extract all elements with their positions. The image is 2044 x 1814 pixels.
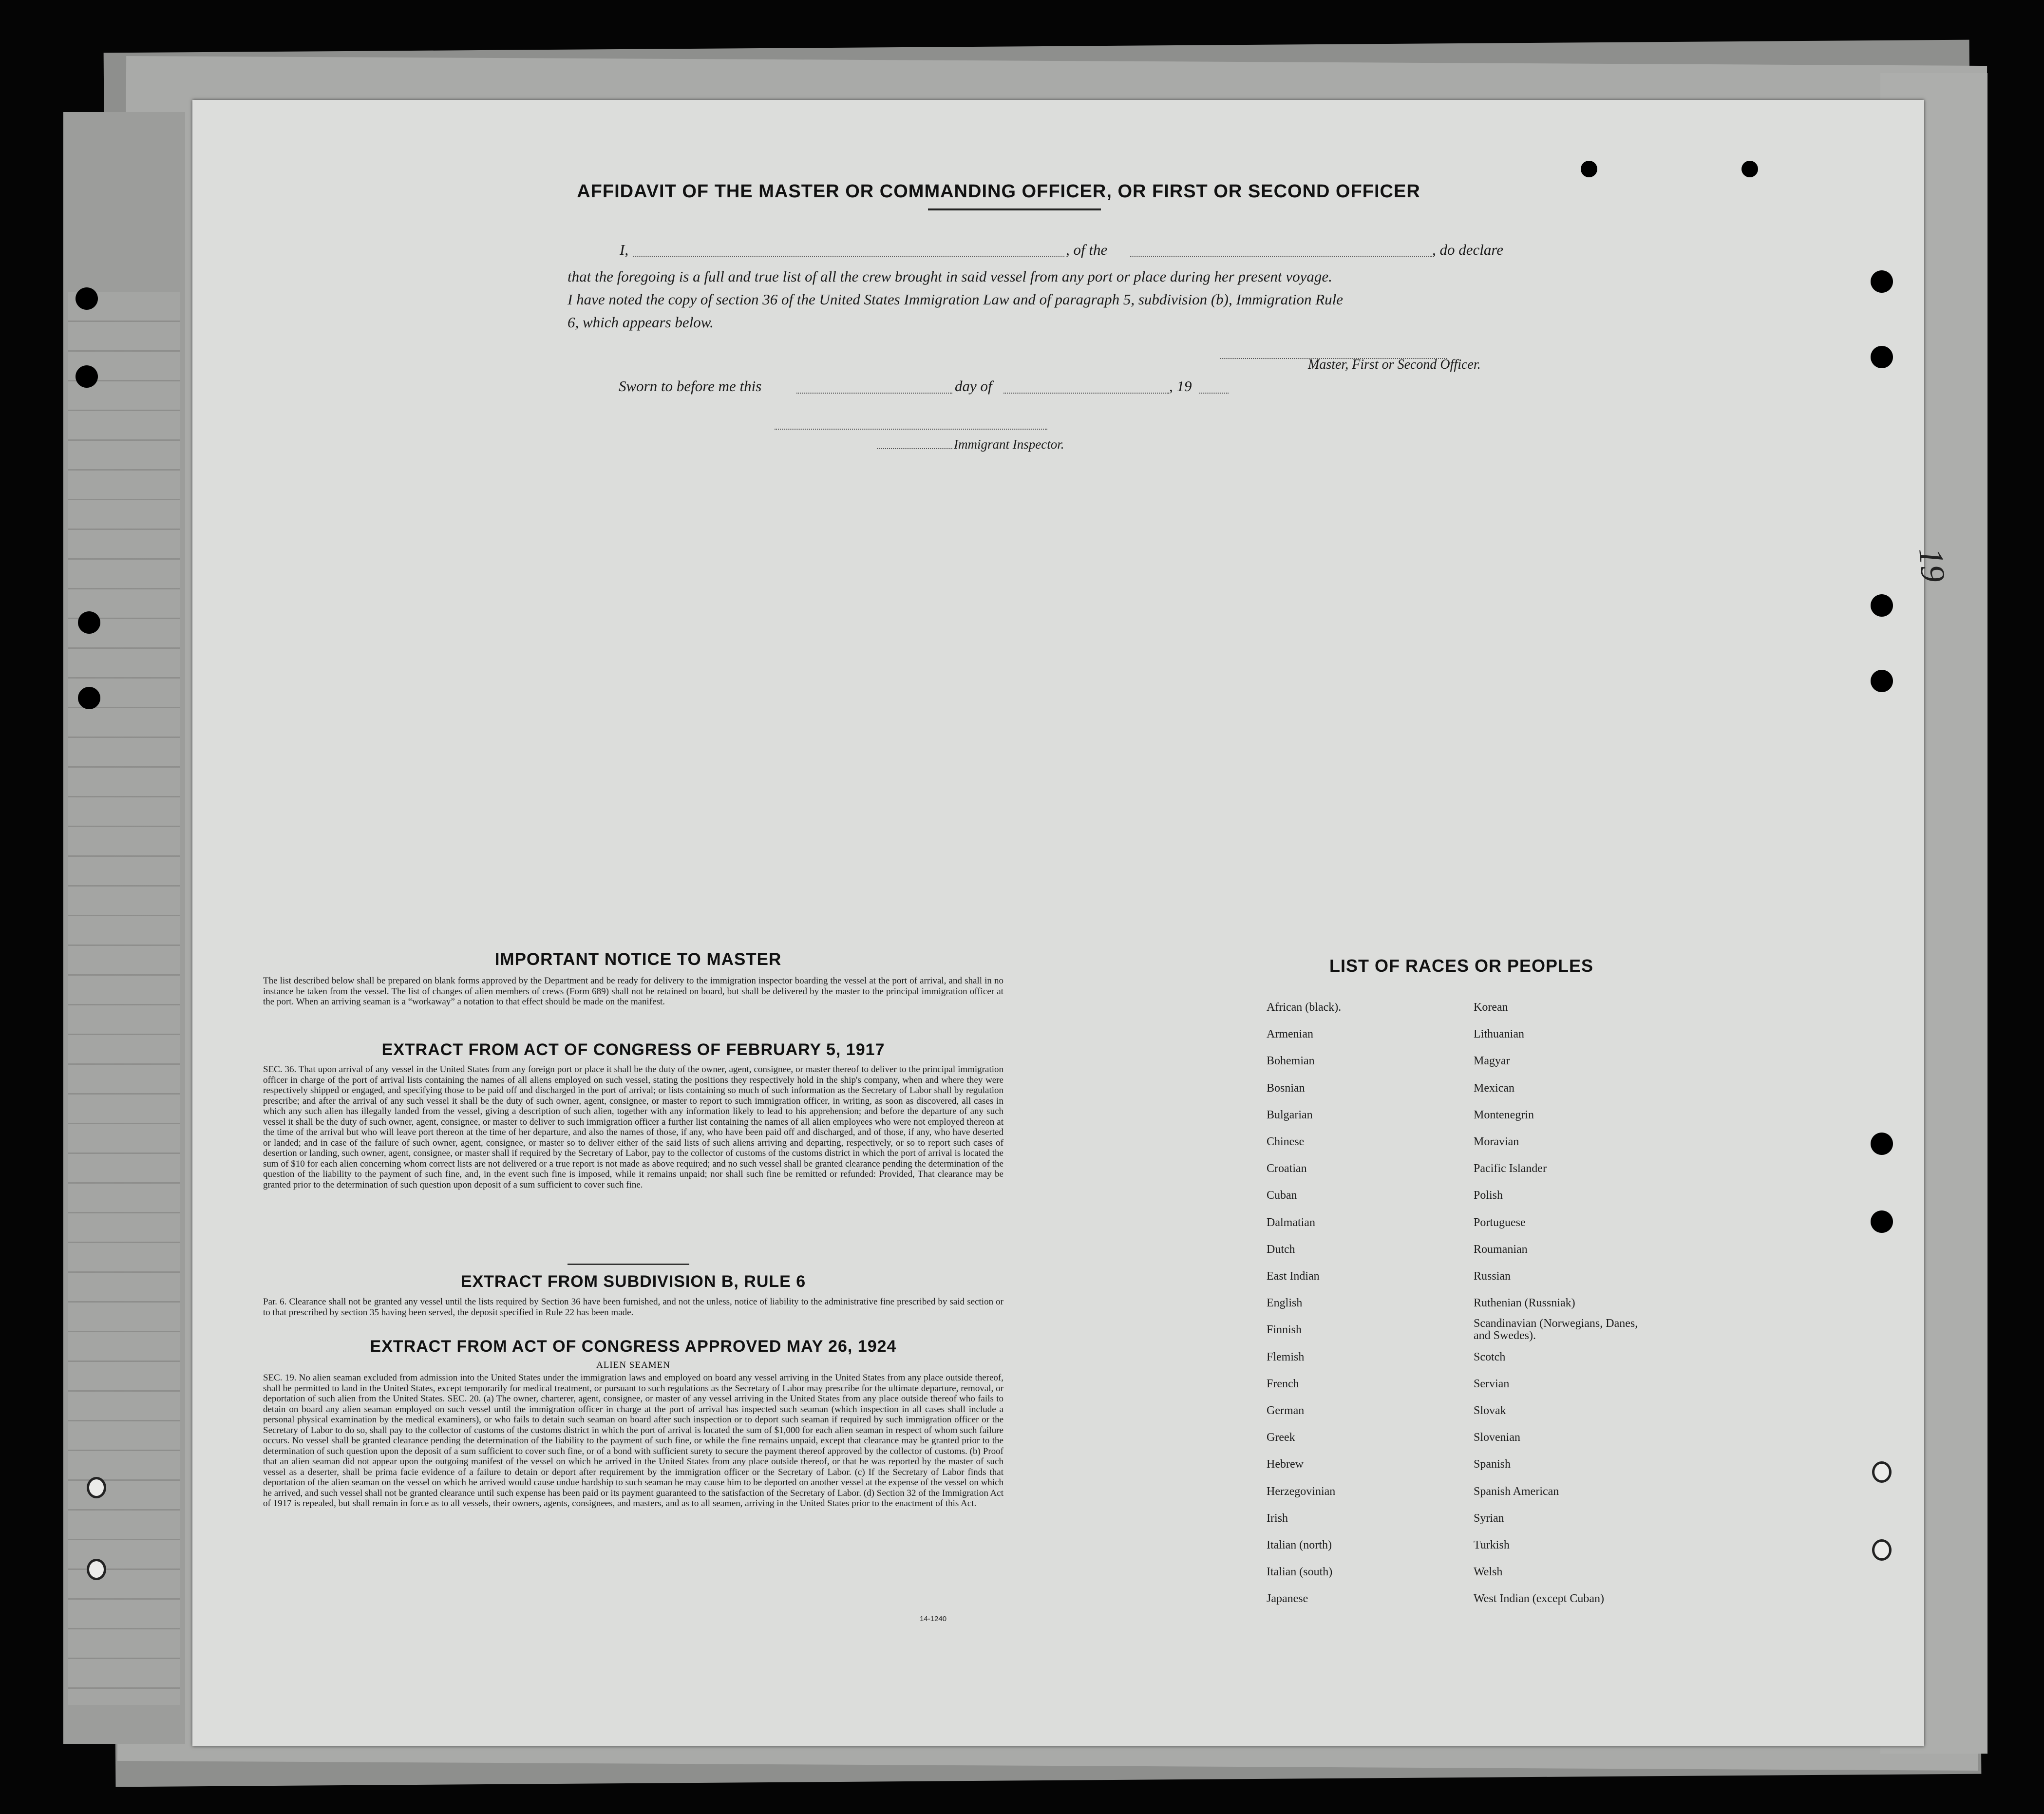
binder-hole <box>78 687 100 709</box>
binder-hole <box>76 365 98 388</box>
page-tab-mark <box>1741 161 1758 177</box>
race-item-left: Armenian <box>1267 1028 1313 1041</box>
binder-hole <box>87 1559 106 1580</box>
race-item-left: Hebrew <box>1267 1458 1304 1471</box>
binder-hole <box>78 611 100 634</box>
race-item-right: Spanish <box>1474 1458 1511 1471</box>
race-item-left: Cuban <box>1267 1189 1297 1202</box>
sworn-day-line <box>796 393 952 394</box>
race-item-left: Chinese <box>1267 1135 1305 1148</box>
race-item-left: Croatian <box>1267 1162 1307 1175</box>
race-item-right: West Indian (except Cuban) <box>1474 1592 1604 1606</box>
race-item-left: Finnish <box>1267 1323 1302 1337</box>
day-of-label: day of <box>955 378 992 395</box>
binder-hole <box>1871 1210 1893 1233</box>
race-item-right: Korean <box>1474 1001 1508 1014</box>
race-item-right: Scandinavian (Norwegians, Danes, and Swedes). <box>1474 1317 1638 1342</box>
race-item-left: French <box>1267 1377 1299 1390</box>
binder-hole <box>1871 670 1893 692</box>
binder-hole <box>1872 1461 1892 1483</box>
affidavit-line-4: 6, which appears below. <box>568 314 714 331</box>
sworn-label: Sworn to before me this <box>619 378 762 395</box>
binder-hole <box>76 287 98 310</box>
act-1917-title: EXTRACT FROM ACT OF CONGRESS OF FEBRUARY 5, 1917 <box>381 1040 885 1059</box>
inspector-signature-line-2 <box>877 448 952 449</box>
act-1924-title: EXTRACT FROM ACT OF CONGRESS APPROVED MAY 26, 1924 <box>370 1337 897 1356</box>
declarant-prefix: I, <box>620 241 629 258</box>
affidavit-line-2: that the foregoing is a full and true list of all the crew brought in said vessel from any port or place during her present voyage. <box>568 268 1332 285</box>
act-1924-subtitle: ALIEN SEAMEN <box>596 1360 670 1370</box>
binder-hole <box>1872 1539 1892 1561</box>
race-item-left: Italian (south) <box>1267 1566 1333 1579</box>
race-item-right: Ruthenian (Russniak) <box>1474 1297 1575 1310</box>
race-item-right: Moravian <box>1474 1135 1519 1148</box>
race-item-right: Welsh <box>1474 1566 1503 1579</box>
binder-hole <box>87 1477 106 1498</box>
race-item-left: African (black). <box>1267 1001 1342 1014</box>
form-number: 14-1240 <box>920 1615 947 1623</box>
do-declare-label: , do declare <box>1432 241 1504 258</box>
race-item-right: Polish <box>1474 1189 1503 1202</box>
race-item-left: Bohemian <box>1267 1055 1315 1068</box>
section-divider <box>568 1264 689 1265</box>
binder-hole <box>1871 270 1893 293</box>
affidavit-title: AFFIDAVIT OF THE MASTER OR COMMANDING OFFICER, OR FIRST OR SECOND OFFICER <box>577 181 1420 202</box>
race-item-right: Servian <box>1474 1377 1510 1390</box>
race-item-right: Pacific Islander <box>1474 1162 1547 1175</box>
race-item-right: Roumanian <box>1474 1243 1528 1256</box>
race-item-right: Slovak <box>1474 1404 1506 1417</box>
notice-body: The list described below shall be prepared on blank forms approved by the Department and be ready for delivery to the immigration inspector boarding the vessel at the port of arrival, and shall in no instance be taken from the vessel. The list of changes of alien members of crews (Form 689) shall not be retained on board, but shall be delivered by the master to the principal immigration officer at the port. When an arriving seaman is a “workaway” a notation to that effect should be made on the manifest. <box>263 976 1003 1007</box>
ruled-page-edge <box>68 292 180 1705</box>
sworn-month-line <box>1003 393 1169 394</box>
race-item-left: Italian (north) <box>1267 1539 1332 1551</box>
race-item-right: Russian <box>1474 1270 1511 1283</box>
inspector-label: Immigrant Inspector. <box>954 437 1064 452</box>
title-divider <box>928 208 1101 210</box>
race-item-left: English <box>1267 1297 1303 1310</box>
race-item-right: Magyar <box>1474 1055 1510 1068</box>
notice-title: IMPORTANT NOTICE TO MASTER <box>494 950 782 969</box>
race-item-left: Bulgarian <box>1267 1108 1313 1121</box>
inspector-signature-line <box>775 429 1047 430</box>
race-item-right: Slovenian <box>1474 1431 1520 1444</box>
vessel-name-line <box>1130 256 1432 257</box>
race-item-left: Bosnian <box>1267 1081 1305 1095</box>
race-item-left: German <box>1267 1404 1305 1417</box>
race-item-left: East Indian <box>1267 1270 1320 1283</box>
race-item-left: Irish <box>1267 1512 1288 1525</box>
sworn-year-line <box>1199 393 1229 394</box>
races-title: LIST OF RACES OR PEOPLES <box>1329 956 1594 976</box>
race-item-left: Flemish <box>1267 1350 1305 1363</box>
signature-label: Master, First or Second Officer. <box>1308 357 1481 372</box>
race-item-right: Montenegrin <box>1474 1108 1534 1121</box>
page-tab-mark <box>1581 161 1597 177</box>
rule-6-title: EXTRACT FROM SUBDIVISION B, RULE 6 <box>460 1272 806 1291</box>
race-item-left: Dutch <box>1267 1243 1295 1256</box>
race-item-left: Herzegovinian <box>1267 1485 1336 1498</box>
rule-6-body: Par. 6. Clearance shall not be granted any vessel until the lists required by Section 36 have been furnished, and not the unless, notice of liability to the administrative fine prescribed by said section or to that prescribed by section 35 having been served, the deposit specified in Rule 22 has been made. <box>263 1297 1003 1318</box>
binder-hole <box>1871 1133 1893 1155</box>
race-item-right: Lithuanian <box>1474 1028 1524 1041</box>
race-item-right: Portuguese <box>1474 1216 1526 1229</box>
race-item-right: Turkish <box>1474 1539 1510 1551</box>
year-label: , 19 <box>1169 378 1192 395</box>
act-1924-body: SEC. 19. No alien seaman excluded from admission into the United States under the immigration laws and employed on board any vessel arriving in the United States from any place outside thereof, shall be permitted to land in the United States, except temporarily for medical treatment, or pursuant to such regulations as the Secretary of Labor may prescribe for the ultimate departure, removal, or deportation of such alien from the United States. SEC. 20. (a) The owner, charterer, agent, consignee, or master of any vessel arriving in the United States from any place outside thereof who fails to detain on board any alien seaman employed on such vessel until the immigration officer in charge at the port of arrival has inspected such seaman (which inspection in all cases shall include a personal physical examination by the medical examiners), or who fails to detain such seaman on board after such inspection or to deport such seaman if required by such immigration officer or the Secretary of Labor to do so, shall pay to the collector of customs of the customs district in which the port of arrival is located the sum of $1,000 for each alien seaman in respect of whom such failure occurs. No vessel shall be granted clearance pending the determination of the liability to the payment of such fine, or while the fine remains unpaid, except that clearance may be granted prior to the determination of such question upon the deposit of a sum sufficient to cover such fine, or of a bond with sufficient surety to secure the payment thereof approved by the collector of customs. (b) Proof that an alien seaman did not appear upon the outgoing manifest of the vessel on which he arrived in the United States from any place outside thereof, or that he was reported by the master of such vessel as a deserter, shall be prima facie evidence of a failure to detain or deport after requirement by the immigration officer or the Secretary of Labor. (c) If the Secretary of Labor finds that deportation of the alien seaman on the vessel on which he arrived would cause undue hardship to such seaman he may cause him to be deported on another vessel at the expense of the vessel on which he arrived, and such vessel shall not be granted clearance until such expense has been paid or its payment guaranteed to the satisfaction of the Secretary of Labor. (d) Section 32 of the Immigration Act of 1917 is repealed, but shall remain in force as to all vessels, their owners, agents, consignees, and masters, and as to all seamen, arriving in the United States prior to the enactment of this Act. <box>263 1373 1003 1509</box>
declarant-name-line <box>633 256 1064 257</box>
act-1917-body: SEC. 36. That upon arrival of any vessel in the United States from any foreign port or place it shall be the duty of the owner, agent, consignee, or master thereof to deliver to the principal immigration officer in charge of the port of arrival lists containing the names of all aliens employed on such vessel, stating the positions they respectively hold in the ship's company, when and where they were respectively shipped or engaged, and specifying those to be paid off and discharged in the port of arrival; or lists containing so much of such information as the Secretary of Labor shall by regulation prescribe; and after the arrival of any such vessel it shall be the duty of such owner, agent, consignee, or master to report to such immigration officer, in writing, as soon as discovered, all cases in which any such alien has illegally landed from the vessel, giving a description of such alien, together with any information likely to lead to his apprehension; and before the departure of any such vessel it shall be the duty of such owner, agent, consignee, or master to deliver to such immigration officer a further list containing the names of all alien employees who were not employed thereon at the time of the arrival but who will leave port thereon at the time of her departure, and also the names of those, if any, who have been paid off and discharged, and of those, if any, who have deserted or landed; and in case of the failure of such owner, agent, consignee, or master so to deliver either of the said lists of such aliens arriving and departing, respectively, or so to report such cases of desertion or landing, such owner, agent, consignee, or master shall if required by the Secretary of Labor, pay to the collector of customs of the customs district in which the port of arrival is located the sum of $10 for each alien concerning whom correct lists are not delivered or a true report is not made as above required; and no such vessel shall be granted clearance pending the determination of the question of the liability to the payment of such fine, and, in the event such fine is imposed, while it remains unpaid; nor shall such fine be remitted or refunded: Provided, That clearance may be granted prior to the determination of such question upon deposit of a sum sufficient to cover such fine. <box>263 1064 1003 1190</box>
binder-hole <box>1871 346 1893 368</box>
margin-annotation: 19 <box>1912 546 1952 584</box>
of-the-label: , of the <box>1066 241 1108 258</box>
binder-hole <box>1871 594 1893 617</box>
race-item-left: Dalmatian <box>1267 1216 1315 1229</box>
race-item-right: Scotch <box>1474 1350 1506 1363</box>
race-item-right: Syrian <box>1474 1512 1504 1525</box>
race-item-right: Mexican <box>1474 1081 1514 1095</box>
race-item-left: Japanese <box>1267 1592 1308 1606</box>
affidavit-line-3: I have noted the copy of section 36 of the United States Immigration Law and of paragraph 5, subdivision (b), Immigration Rule <box>568 291 1344 308</box>
race-item-left: Greek <box>1267 1431 1295 1444</box>
race-item-right: Spanish American <box>1474 1485 1559 1498</box>
